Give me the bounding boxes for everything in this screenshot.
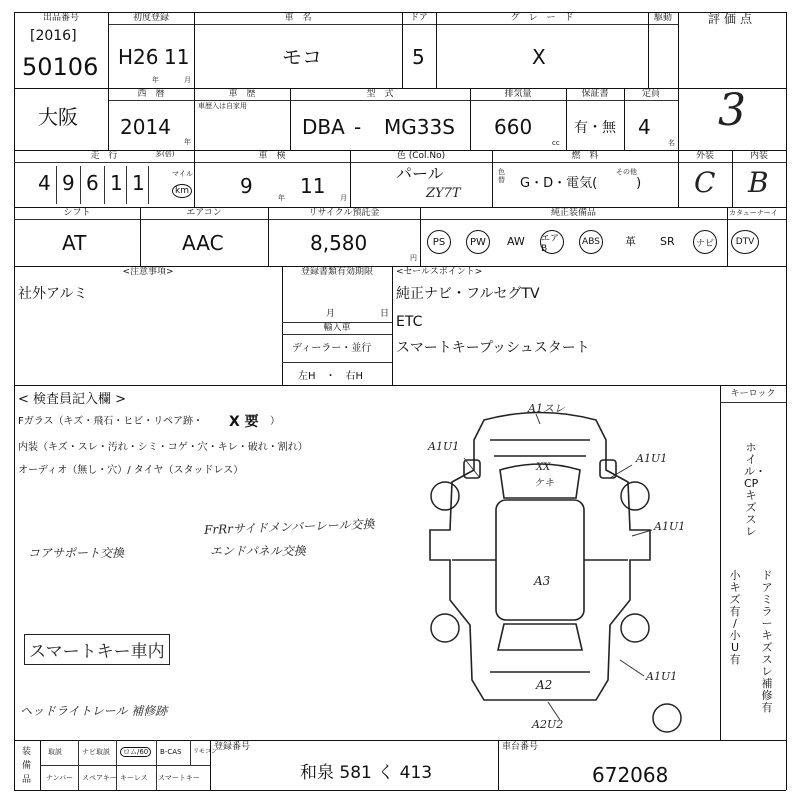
equipment-abs: ABS bbox=[579, 230, 603, 254]
cc-unit: cc bbox=[552, 139, 560, 147]
equipment-pw: PW bbox=[466, 230, 490, 254]
fuel-other-label: その他 bbox=[616, 168, 637, 176]
capacity: 4 bbox=[638, 115, 651, 139]
month-unit: 月 bbox=[326, 309, 336, 319]
history-label: 車 歴 bbox=[228, 89, 256, 99]
damage-mark: ケキ bbox=[534, 478, 554, 489]
year-tag: [2016] bbox=[30, 28, 77, 44]
handwritten-smartkey-box: スマートキー車内 bbox=[24, 634, 170, 665]
glass-close: ） bbox=[270, 416, 280, 427]
recycle-fee: 8,580 bbox=[310, 231, 368, 255]
color: パール bbox=[396, 164, 444, 183]
glass-mark: X 要 bbox=[229, 414, 259, 430]
registration-number: 和泉 581 く 413 bbox=[300, 763, 433, 783]
inspection-year: 9 bbox=[240, 174, 253, 198]
mileage-digit: 1 bbox=[110, 171, 123, 195]
year-unit: 年 bbox=[278, 194, 285, 202]
grade-label: グ レ ー ド bbox=[510, 13, 574, 23]
lot-number-label: 出品番号 bbox=[42, 13, 79, 23]
mileage-digit: 6 bbox=[86, 171, 99, 195]
inspector-title: < 検査員記入欄 > bbox=[18, 392, 127, 407]
spare-key-item: スペアキー bbox=[82, 774, 117, 782]
damage-mark: A1U1 bbox=[636, 452, 668, 465]
sales-point: スマートキープッシュスタート bbox=[396, 340, 590, 356]
interior-condition: 内装（キズ・スレ・汚れ・シミ・コゲ・穴・キレ・破れ・割れ） bbox=[18, 442, 308, 453]
km-unit: km bbox=[172, 184, 192, 198]
equipment-navi: ナビ bbox=[693, 230, 717, 254]
mileage-digit: 4 bbox=[38, 171, 51, 195]
mileage-label: 走 行 bbox=[90, 151, 118, 161]
keyless-item: キーレス bbox=[120, 774, 148, 782]
car-name-label: 車 名 bbox=[284, 13, 312, 23]
audio-tire-condition: オーディオ（無し・穴）/ タイヤ（スタッドレス） bbox=[18, 465, 244, 476]
fuel-label: 燃 料 bbox=[571, 151, 599, 161]
yen-unit: 円 bbox=[410, 254, 417, 262]
model-prefix: DBA bbox=[302, 115, 345, 139]
car-name: モコ bbox=[282, 45, 322, 69]
aircon-label: エアコン bbox=[186, 208, 222, 218]
interior-grade: B bbox=[748, 166, 769, 199]
equipment-aw: AW bbox=[507, 235, 525, 248]
registration-number-label: 登録番号 bbox=[214, 742, 251, 752]
equipment-dtv: DTV bbox=[731, 230, 759, 254]
mileage-digit: 1 bbox=[132, 171, 145, 195]
catalog-label: カタューナーイ bbox=[729, 209, 778, 217]
month-unit: 月 bbox=[184, 76, 191, 84]
inspection-month: 11 bbox=[300, 174, 326, 198]
equipment-sr: SR bbox=[660, 235, 675, 248]
capacity-unit: 名 bbox=[668, 139, 675, 147]
damage-mark: A1U1 bbox=[428, 440, 460, 453]
first-registration: H26 bbox=[118, 45, 159, 69]
bcas-item: B-CAS bbox=[160, 748, 182, 756]
equipment-leather: 革 bbox=[625, 235, 636, 248]
furnish-items-label: 品 bbox=[22, 775, 32, 785]
door-count: 5 bbox=[412, 45, 425, 69]
damage-mark: A2U2 bbox=[532, 718, 564, 731]
chassis-number: 672068 bbox=[592, 763, 669, 787]
first-registration-month: 11 bbox=[164, 45, 190, 69]
number-item: ナンバー bbox=[46, 774, 74, 782]
model-dash: - bbox=[354, 115, 362, 139]
mileage-times-label: 多(倍) bbox=[155, 150, 175, 158]
navi-manual-item: ナビ取説 bbox=[82, 748, 110, 756]
year-unit: 年 bbox=[184, 138, 191, 146]
score: 3 bbox=[718, 85, 746, 136]
steering-side: 左H ・ 右H bbox=[298, 371, 364, 382]
color-label: 色 (Col.No) bbox=[396, 151, 446, 161]
mile-unit: マイル bbox=[172, 170, 193, 178]
displacement-label: 排気量 bbox=[504, 89, 532, 99]
color-number: ZY7T bbox=[426, 186, 461, 201]
warranty: 有・無 bbox=[574, 120, 616, 136]
inspection-label: 車 検 bbox=[258, 151, 286, 161]
seireki-label: 西 暦 bbox=[137, 89, 165, 99]
chassis-number-label: 車台番号 bbox=[502, 742, 539, 752]
color-change-label: 色替 bbox=[498, 168, 505, 184]
region: 大阪 bbox=[38, 105, 78, 129]
aircon: AAC bbox=[182, 231, 224, 255]
handwritten-note: FrRrサイドメンバーレール交換 bbox=[203, 517, 375, 537]
displacement: 660 bbox=[494, 115, 533, 139]
document-expiry-label: 登録書類有効期限 bbox=[300, 267, 373, 277]
mileage-digit: 9 bbox=[62, 171, 75, 195]
smartkey-item: スマートキー bbox=[158, 774, 200, 782]
first-registration-label: 初度登録 bbox=[132, 13, 169, 23]
damage-mark: A2 bbox=[536, 678, 553, 692]
seireki: 2014 bbox=[120, 115, 171, 139]
caution-label: <注意事項> bbox=[122, 267, 174, 277]
sales-point: ETC bbox=[396, 314, 423, 330]
drive-label: 駆動 bbox=[653, 13, 672, 23]
handwritten-note: コアサポート交換 bbox=[28, 546, 125, 560]
warranty-label: 保証書 bbox=[581, 89, 609, 99]
equipment-ps: PS bbox=[427, 230, 451, 254]
damage-mark: A3 bbox=[534, 574, 551, 588]
import-label: 輸入車 bbox=[323, 323, 351, 333]
side-note: 小キズ有 / 小U有 bbox=[729, 569, 741, 666]
furnish-label: 装備 bbox=[22, 747, 32, 771]
fuel: G・D・電気( ) bbox=[520, 176, 642, 191]
model-label: 型 式 bbox=[366, 89, 394, 99]
month-unit: 月 bbox=[340, 194, 347, 202]
sales-points-label: <セールスポイント> bbox=[396, 267, 483, 277]
damage-mark: A1スレ bbox=[528, 402, 565, 415]
capacity-label: 定員 bbox=[641, 89, 660, 99]
grade: X bbox=[532, 45, 546, 69]
score-label: 評価点 bbox=[707, 12, 756, 26]
remocon-item: リモコン bbox=[193, 748, 218, 755]
damage-mark: A1U1 bbox=[646, 670, 678, 683]
manual-item: 取説 bbox=[48, 748, 62, 756]
history-sub-label: 車歴入は自家用 bbox=[198, 102, 247, 110]
interior-label: 内装 bbox=[749, 151, 768, 161]
damage-mark: A1U1 bbox=[654, 520, 686, 533]
rom-item: ロム/60 bbox=[120, 747, 151, 757]
handwritten-note: エンドパネル交換 bbox=[210, 544, 306, 558]
glass-condition: Fガラス（キズ・飛石・ヒビ・リペア跡・ bbox=[18, 416, 204, 427]
year-unit: 年 bbox=[152, 76, 159, 84]
exterior-grade: C bbox=[694, 166, 716, 199]
equipment-airbag: エアB bbox=[540, 230, 564, 254]
side-note: ドアミラー キズスレ 補修有 bbox=[761, 569, 773, 714]
door-label: ドア bbox=[410, 13, 428, 23]
day-unit: 日 bbox=[380, 309, 390, 319]
model: MG33S bbox=[384, 115, 455, 139]
side-note: ホイル・CP キズスレ bbox=[744, 441, 766, 538]
shift: AT bbox=[62, 231, 87, 255]
handwritten-note: ヘッドライトレール 補修跡 bbox=[20, 704, 168, 718]
equipment-label: 純正装備品 bbox=[550, 208, 596, 218]
caution-note: 社外アルミ bbox=[18, 286, 88, 302]
exterior-label: 外装 bbox=[695, 151, 714, 161]
import-type: ディーラー・並行 bbox=[292, 343, 372, 354]
damage-mark: XX bbox=[536, 462, 551, 473]
recycle-label: リサイクル預託金 bbox=[308, 208, 380, 218]
sales-point: 純正ナビ・フルセグTV bbox=[396, 286, 540, 302]
lot-number: 50106 bbox=[22, 53, 99, 81]
keylock-label: キーロック bbox=[730, 389, 776, 399]
shift-label: シフト bbox=[63, 208, 91, 218]
